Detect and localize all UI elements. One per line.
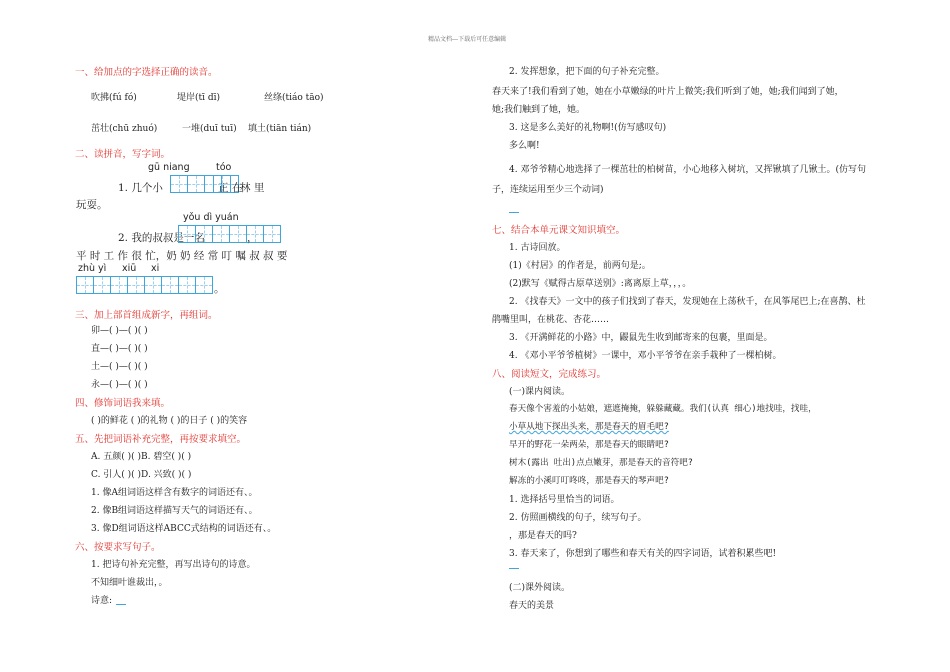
- pinyin-zhuyi: zhù yì: [78, 263, 107, 274]
- s5-row-2: C. 引人( )( )D. 兴致( )( ): [91, 470, 192, 480]
- q4-answer-blank[interactable]: [509, 212, 519, 213]
- s3-row-4: 永—( )—( )( ): [91, 380, 148, 390]
- s1-item-1: 吹拂(fú fó): [91, 93, 137, 103]
- s1-item-2: 堤岸(tī dī): [177, 93, 221, 103]
- q2-text-1: 春天来了!我们看到了她，她在小草嫩绿的叶片上微笑;我们听到了她，她;我们闻到了她，: [492, 87, 844, 97]
- s7-line-5: 鹃嘴里叫，在桃花、杏花……: [492, 315, 610, 325]
- s8-passage-title: 春天的美景: [509, 601, 555, 611]
- pinyin-guniang: gū niang: [148, 162, 190, 173]
- s2-line1-c: 林 里: [240, 182, 265, 194]
- s5-question-3: 3. 像D组词语这样ABCC式结构的词语还有、。: [91, 524, 277, 534]
- s2-line3-end: ，: [247, 232, 258, 244]
- s8-passage-1: 春天像个害羞的小姑娘，遮遮掩掩，躲躲藏藏。我们(认真 细心)地找哇，找哇，: [509, 404, 817, 414]
- s1-item-3: 丝绦(tiáo tāo): [264, 93, 324, 103]
- pinyin-xi: xi: [151, 263, 160, 274]
- s5-row-1: A. 五颜( )( )B. 碧空( )( ): [91, 452, 192, 462]
- q4-prompt-1: 4. 邓爷爷精心地选择了一棵茁壮的柏树苗，小心地移入树坑，又挥锹填了几锹土。(仿写句: [509, 165, 866, 175]
- s7-line-4: 2. 《找春天》一文中的孩子们找到了春天，发现她在上荡秋千，在风筝尾巴上;在喜鹊、杜: [509, 297, 866, 307]
- s5-question-2: 2. 像B组词语这样描写天气的词语还有、。: [91, 506, 258, 516]
- s1-item-5: 一堆(duī tuī): [182, 124, 237, 134]
- s8-passage-2-underlined: 小草从地下探出头来，那是春天的眉毛吧?: [509, 422, 669, 432]
- s7-line-1: 1. 古诗回放。: [509, 243, 566, 253]
- q4-prompt-2: 子，连续运用至少三个动词): [492, 185, 604, 195]
- s8-q3-blank[interactable]: [509, 568, 519, 569]
- s8-question-3: 3. 春天来了，你想到了哪些和春天有关的四字词语，试着积累些吧!: [509, 549, 777, 559]
- pinyin-tao: tóo: [216, 162, 232, 173]
- s2-line1-b: 正 在: [218, 182, 243, 194]
- s8-question-1: 1. 选择括号里恰当的词语。: [509, 495, 620, 505]
- section-2-title: 二、读拼音，写字词。: [75, 149, 171, 160]
- s6-question-1: 1. 把诗句补充完整，再写出诗句的诗意。: [91, 560, 256, 570]
- s8-question-2-answer: ，那是春天的吗?: [509, 531, 577, 541]
- s2-line1-a: 1. 几个小: [118, 182, 163, 194]
- s6-meaning-blank[interactable]: [116, 604, 126, 605]
- q2-prompt: 2. 发挥想象，把下面的句子补充完整。: [509, 67, 665, 77]
- s2-line4: 平 时 工 作 很 忙，奶 奶 经 常 叮 嘱 叔 叔 要: [76, 250, 288, 262]
- q3-answer-line: 多么啊!: [509, 141, 540, 151]
- page-header: 精品文档---下载后可任意编辑: [428, 36, 507, 43]
- s6-poem-line: 不知细叶谁裁出，。: [91, 578, 168, 588]
- s3-row-2: 直—( )—( )( ): [91, 344, 148, 354]
- pinyin-xiu: xiū: [122, 263, 137, 274]
- s1-item-4: 茁壮(chū zhuó): [91, 124, 158, 134]
- s8-question-2: 2. 仿照画横线的句子，续写句子。: [509, 513, 647, 523]
- section-1-title: 一、给加点的字选择正确的读音。: [75, 67, 218, 78]
- s7-line-3: (2)默写《赋得古原草送别》:离离原上草，，，。: [509, 279, 692, 289]
- section-7-title: 七、结合本单元课文知识填空。: [492, 225, 626, 236]
- s2-line2: 玩耍。: [76, 199, 108, 211]
- s3-row-3: 土—( )—( )( ): [91, 362, 148, 372]
- write-grid-youdiyuan[interactable]: [178, 225, 280, 243]
- section-8-title: 八、阅读短文，完成练习。: [492, 369, 607, 380]
- s2-line3: 2. 我的叔叔是一名: [118, 232, 205, 244]
- write-grid-tao[interactable]: [213, 175, 230, 193]
- s8-passage-4: 树木(露出 吐出)点点嫩芽，那是春天的音符吧?: [509, 458, 693, 468]
- section-3-title: 三、加上部首组成新字，再组词。: [75, 310, 218, 321]
- s1-item-6: 填土(tiān tián): [248, 124, 312, 134]
- section-5-title: 五、先把词语补充完整，再按要求填空。: [75, 434, 247, 445]
- s7-line-6: 3. 《开满鲜花的小路》中，鼹鼠先生收到邮寄来的包裹，里面是。: [509, 333, 773, 343]
- s8-passage-3: 早开的野花一朵两朵，那是春天的眼睛吧?: [509, 440, 669, 450]
- s8-subsection-2: (二)课外阅读。: [509, 583, 571, 593]
- s8-passage-5: 解冻的小溪叮叮咚咚，那是春天的琴声吧?: [509, 476, 669, 486]
- pinyin-youdiyuan: yǒu dì yuán: [183, 212, 239, 223]
- q3-prompt: 3. 这是多么美好的礼物啊!(仿写感叹句): [509, 123, 667, 133]
- s8-subsection-1: (一)课内阅读。: [509, 387, 571, 397]
- s5-question-1: 1. 像A组词语这样含有数字的词语还有、。: [91, 488, 258, 498]
- s7-line-7: 4. 《邓小平爷爷植树》一课中，邓小平爷爷在亲手栽种了一棵柏树。: [509, 351, 782, 361]
- q2-text-2: 她;我们触到了她，她。: [492, 105, 586, 115]
- section-4-title: 四、修饰词语我来填。: [75, 398, 171, 409]
- s6-meaning-label: 诗意:: [91, 596, 113, 606]
- s3-row-1: 卯—( )—( )( ): [91, 326, 148, 336]
- s7-line-2: (1)《村居》的作者是，前两句是;。: [509, 261, 651, 271]
- section-6-title: 六、按要求写句子。: [75, 542, 161, 553]
- s4-line: ( )的鲜花 ( )的礼物 ( )的日子 ( )的笑容: [91, 416, 248, 426]
- s2-line5-end: 。: [214, 283, 225, 295]
- write-grid-zhuyi-xiuxi[interactable]: [76, 276, 212, 294]
